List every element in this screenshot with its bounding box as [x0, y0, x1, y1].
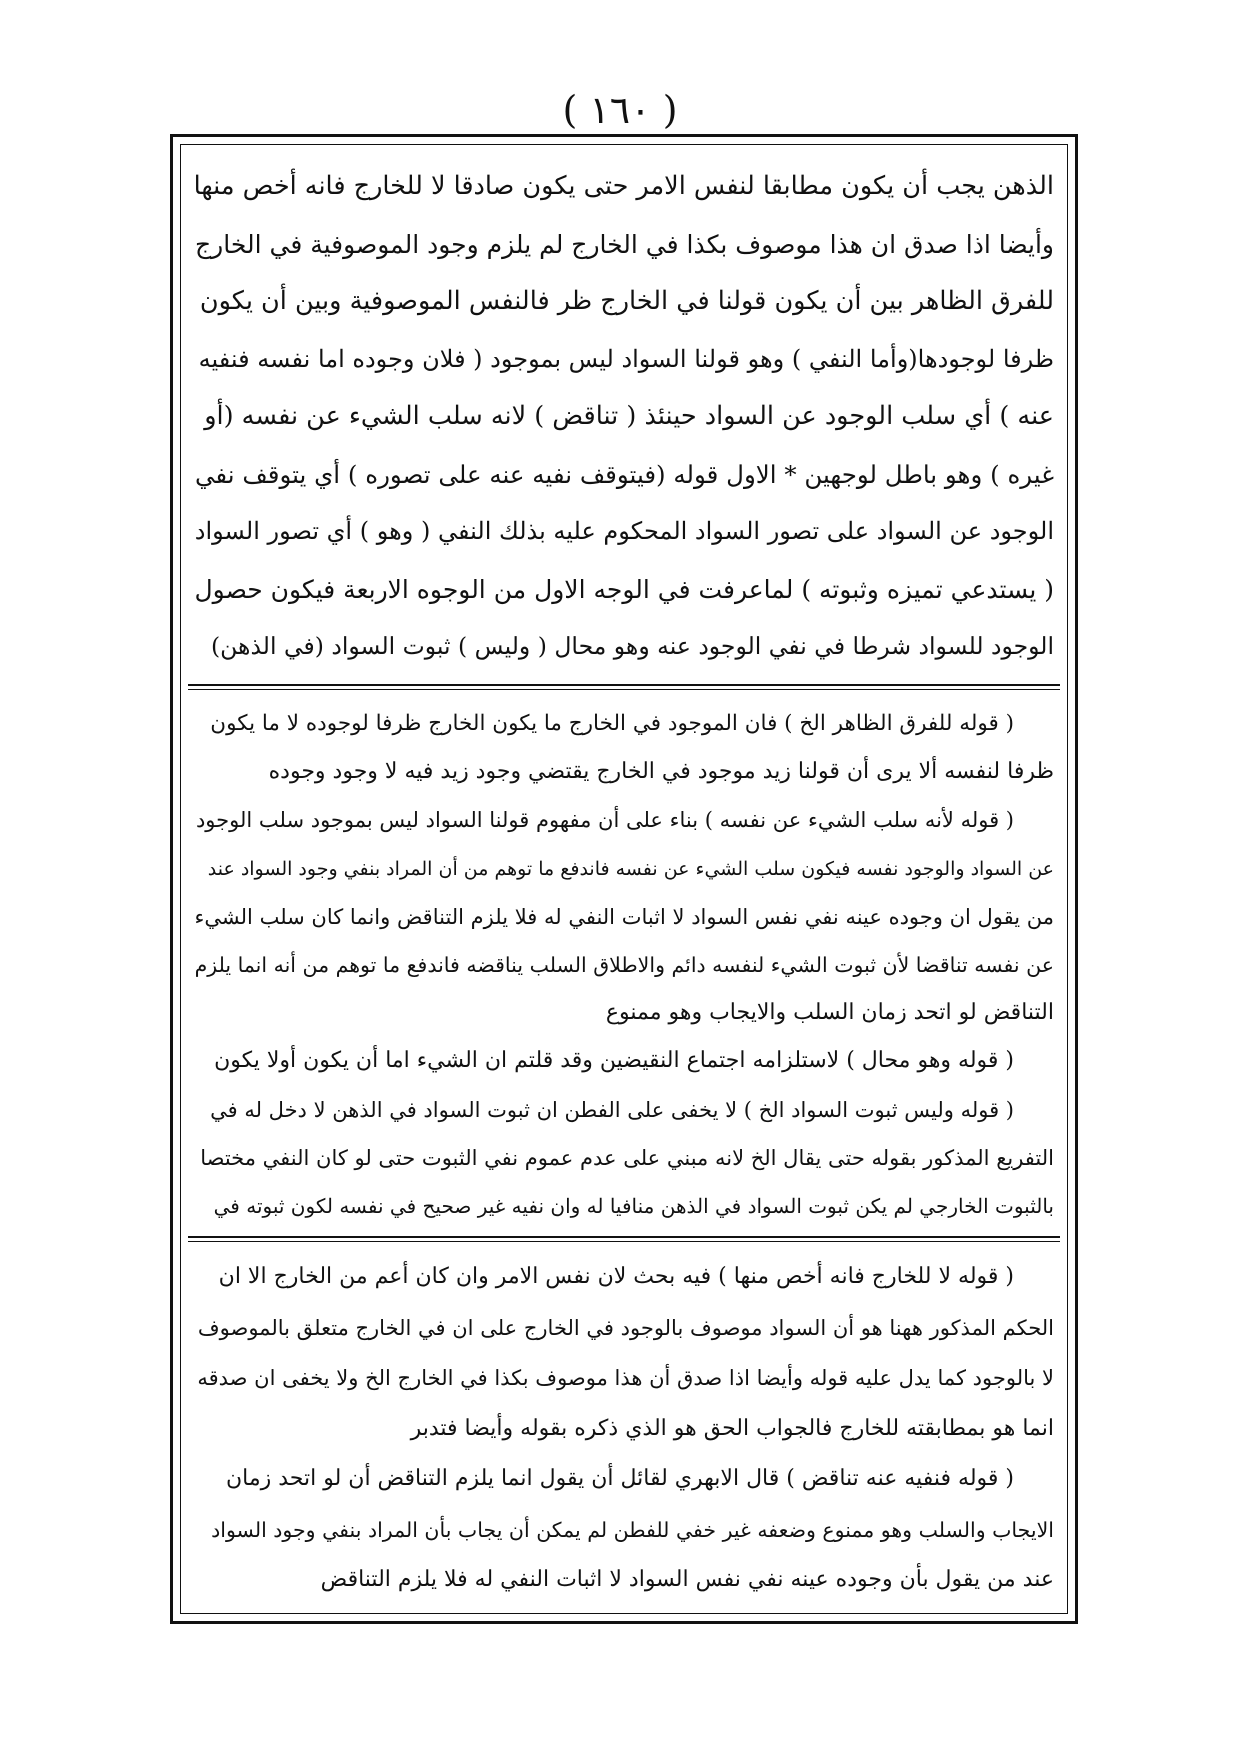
commentary-line: الحكم المذكور ههنا هو أن السواد موصوف بالوجود في الخارج على ان في الخارج متعلق بالموصوف: [197, 1315, 1054, 1340]
commentary-line: من يقول ان وجوده عينه نفي نفس السواد لا اثبات النفي له فلا يلزم التناقض وانما كان سلب الشيء: [194, 904, 1054, 929]
commentary-line: عند من يقول بأن وجوده عينه نفي نفس السواد لا اثبات النفي له فلا يلزم التناقض: [320, 1567, 1054, 1592]
main-text-line: ظرفا لوجودها(وأما النفي ) وهو قولنا السواد ليس بموجود ( فلان وجوده اما نفسه فنفيه: [198, 344, 1054, 373]
main-text-line: ( يستدعي تميزه وثبوته ) لماعرفت في الوجه الاول من الوجوه الاربعة فيكون حصول: [194, 574, 1054, 604]
commentary-line: ( قوله وليس ثبوت السواد الخ ) لا يخفى على الفطن ان ثبوت السواد في الذهن لا دخل له في: [210, 1097, 1014, 1122]
commentary-line: ( قوله لأنه سلب الشيء عن نفسه ) بناء على أن مفهوم قولنا السواد ليس بموجود سلب الوجود: [195, 808, 1014, 833]
commentary-line: التناقض لو اتحد زمان السلب والايجاب وهو ممنوع: [605, 1000, 1054, 1026]
commentary-line: لا بالوجود كما يدل عليه قوله وأيضا اذا صدق أن هذا موصوف بكذا في الخارج الخ ولا يخفى ان صدقه: [197, 1366, 1054, 1390]
main-text-line: للفرق الظاهر بين أن يكون قولنا في الخارج ظر فالنفس الموصوفية وبين أن يكون: [199, 286, 1054, 316]
commentary-line: عن نفسه تناقضا لأن ثبوت الشيء لنفسه دائم والاطلاق السلب يناقضه فاندفع ما توهم من أنه انما يلزم: [194, 952, 1054, 977]
page-number: ( ١٦٠ ): [562, 88, 678, 132]
main-text-line: الوجود للسواد شرطا في نفي الوجود عنه وهو محال ( وليس ) ثبوت السواد (في الذهن): [211, 632, 1054, 660]
commentary-line: الايجاب والسلب وهو ممنوع وضعفه غير خفي للفطن لم يمكن أن يجاب بأن المراد بنفي وجود السواد: [211, 1517, 1054, 1542]
commentary-line: ( قوله لا للخارج فانه أخص منها ) فيه بحث لان نفس الامر وان كان أعم من الخارج الا ان: [218, 1264, 1014, 1289]
commentary-second: [188, 1252, 1060, 1608]
commentary-line: التفريع المذكور بقوله حتى يقال الخ لانه مبني على عدم عموم نفي الثبوت حتى لو كان النفي مختصا: [200, 1145, 1054, 1170]
section-divider: [188, 1236, 1060, 1242]
main-text-line: غيره ) وهو باطل لوجهين * الاول قوله (فيتوقف نفيه عنه على تصوره ) أي يتوقف نفي: [194, 459, 1054, 489]
main-text-line: الوجود عن السواد على تصور السواد المحكوم عليه بذلك النفي ( وهو ) أي تصور السواد: [194, 517, 1054, 545]
commentary-line: ( قوله فنفيه عنه تناقض ) قال الابهري لقائل أن يقول انما يلزم التناقض أن لو اتحد زمان: [226, 1466, 1014, 1491]
commentary-line: ظرفا لنفسه ألا يرى أن قولنا زيد موجود في الخارج يقتضي وجود زيد فيه لا وجود وجوده: [268, 759, 1054, 785]
commentary-line: ( قوله وهو محال ) لاستلزامه اجتماع النقيضين وقد قلتم ان الشيء اما أن يكون أولا يكون: [214, 1048, 1014, 1074]
commentary-line: بالثبوت الخارجي لم يكن ثبوت السواد في الذهن منافيا له وان نفيه غير صحيح في نفسه لكون ثبوته في: [213, 1193, 1054, 1218]
commentary-line: ( قوله للفرق الظاهر الخ ) فان الموجود في الخارج ما يكون الخارج ظرفا لوجوده لا ما يكون: [210, 711, 1014, 736]
commentary-line: انما هو بمطابقته للخارج فالجواب الحق هو الذي ذكره بقوله وأيضا فتدبر: [410, 1415, 1054, 1441]
main-text-line: الذهن يجب أن يكون مطابقا لنفس الامر حتى يكون صادقا لا للخارج فانه أخص منها: [194, 171, 1054, 201]
commentary-line: عن السواد والوجود نفسه فيكون سلب الشيء عن نفسه فاندفع ما توهم من أن المراد بنفي وجود السواد عند: [207, 857, 1054, 880]
main-text-line: وأيضا اذا صدق ان هذا موصوف بكذا في الخارج لم يلزم وجود الموصوفية في الخارج: [195, 229, 1054, 259]
main-text: [188, 158, 1060, 678]
main-text-line: عنه ) أي سلب الوجود عن السواد حينئذ ( تناقض ) لانه سلب الشيء عن نفسه (أو: [204, 401, 1054, 431]
commentary-first: [188, 700, 1060, 1230]
section-divider: [188, 684, 1060, 690]
